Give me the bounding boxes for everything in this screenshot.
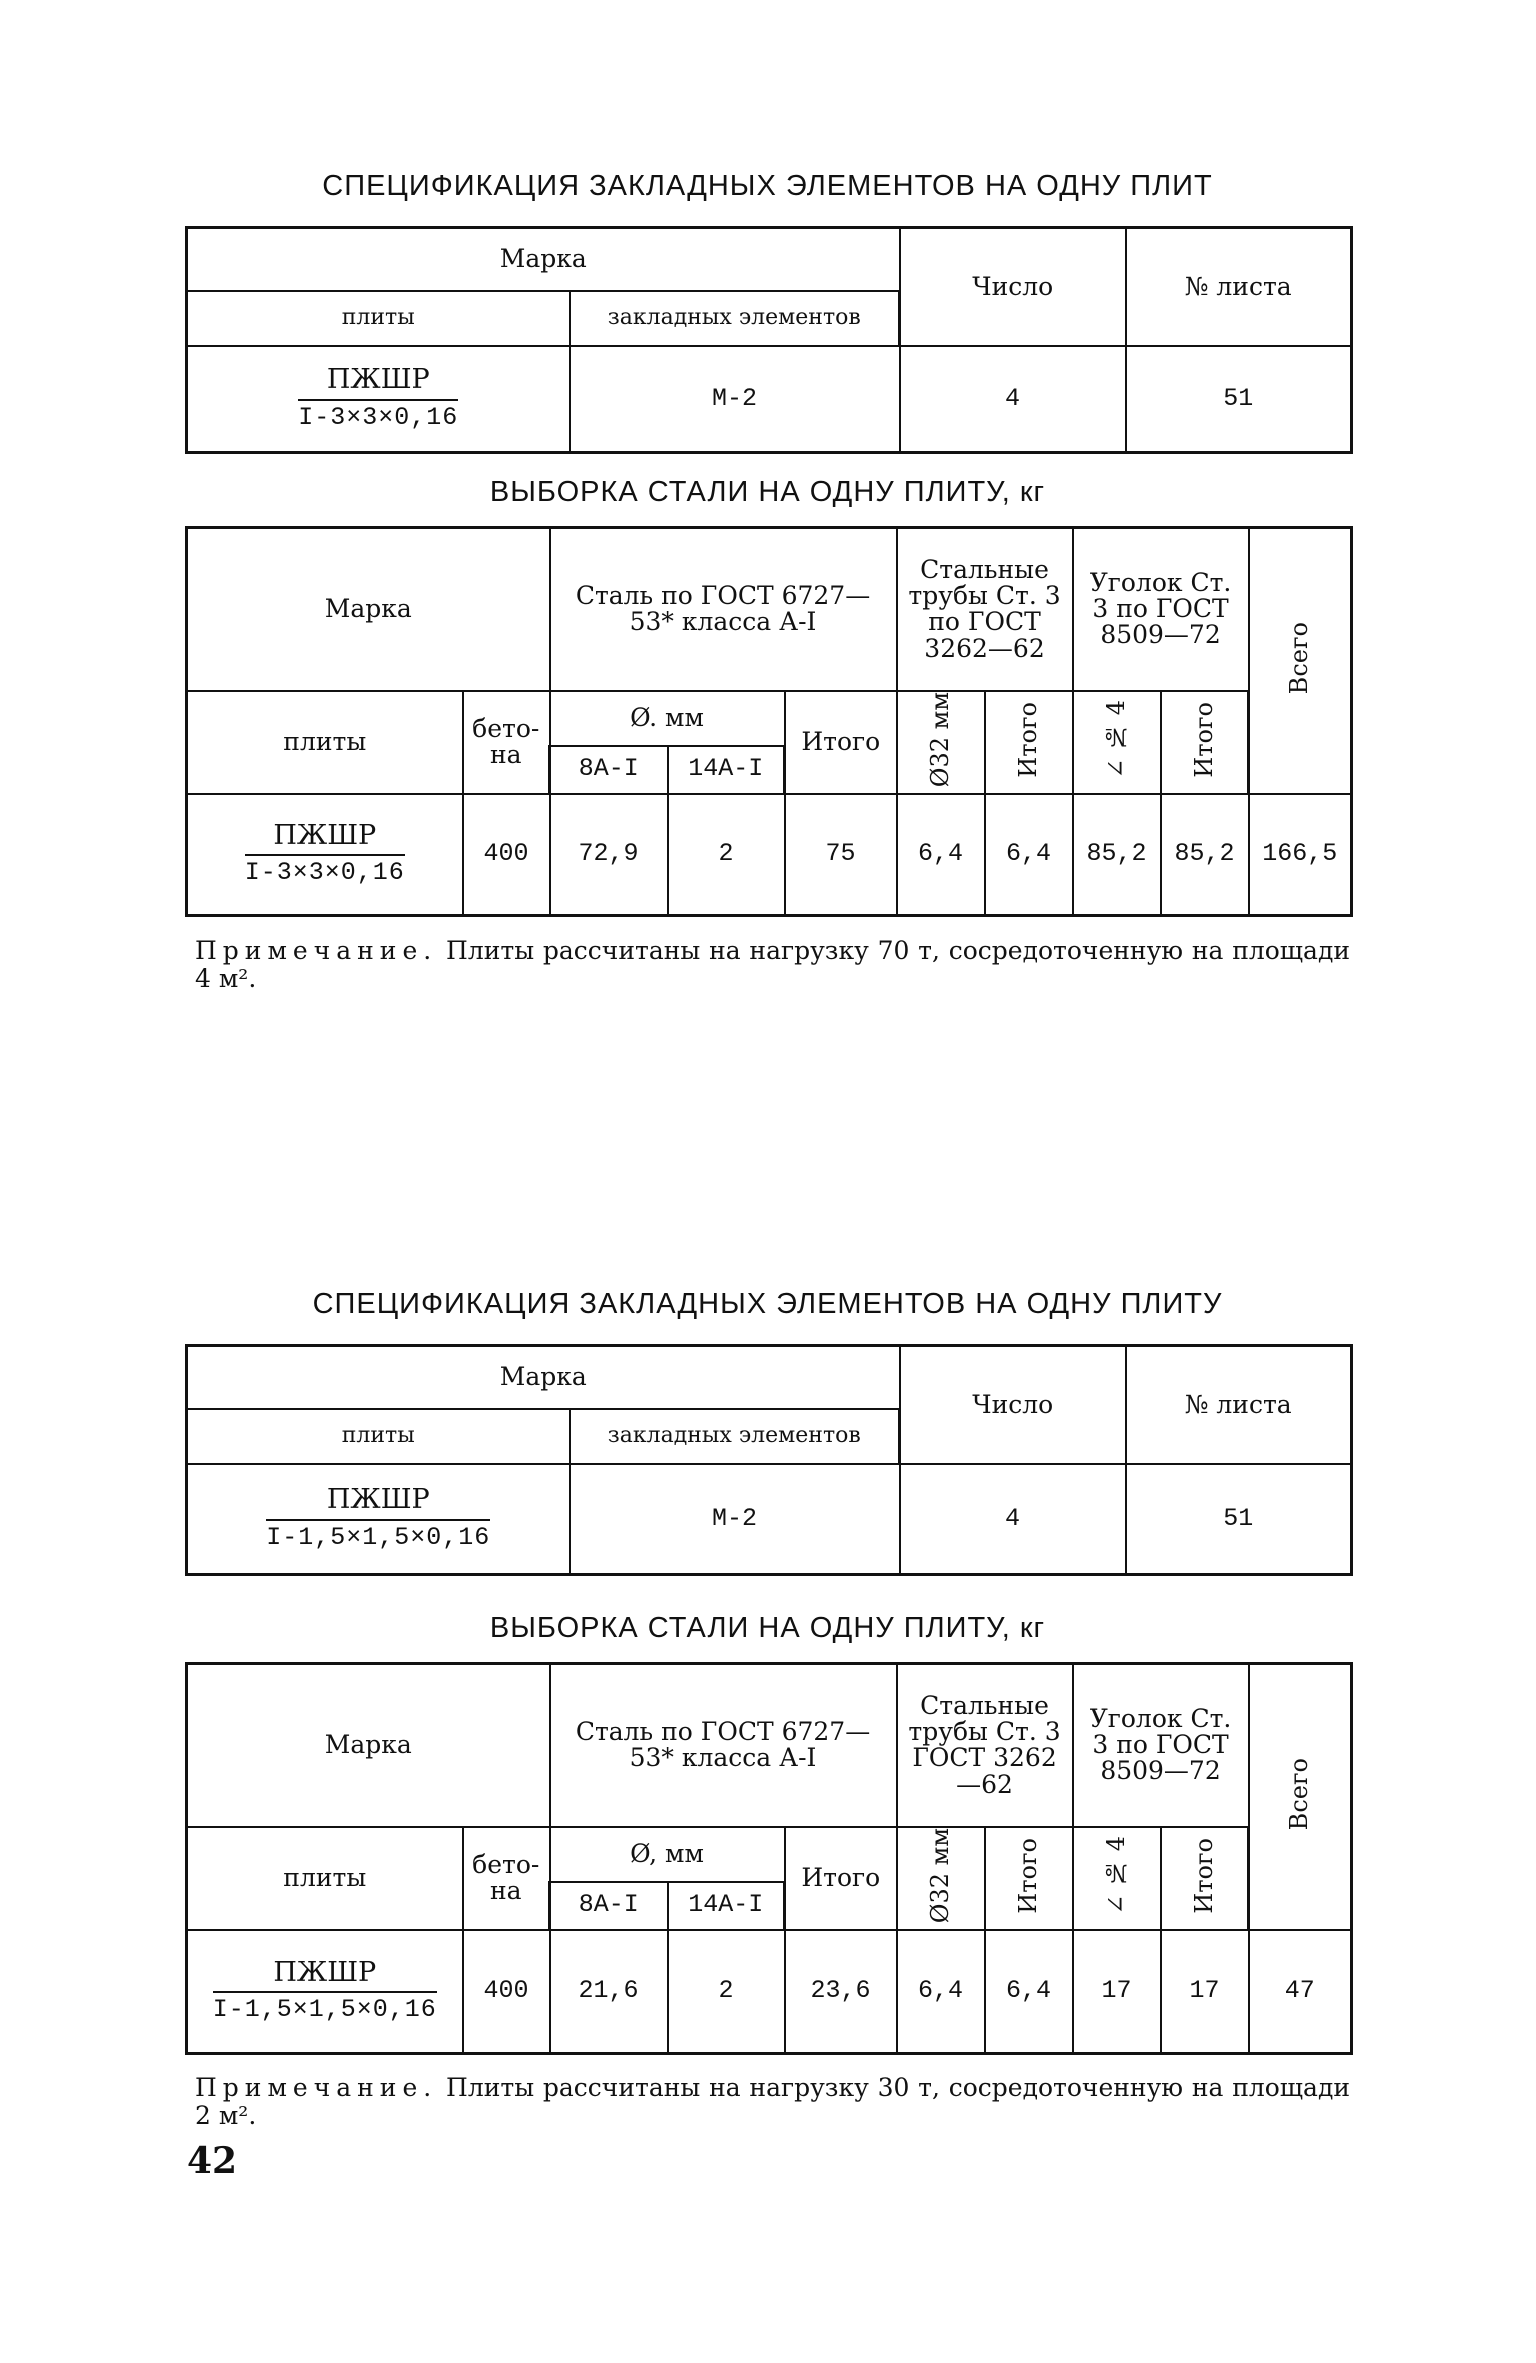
angle-value: 17 [1073, 1930, 1161, 2054]
v14a-value: 2 [668, 1930, 785, 2054]
page-number: 42 [187, 2140, 238, 2182]
v8a-value: 21,6 [550, 1930, 668, 2054]
angle-value: 85,2 [1073, 794, 1161, 916]
angle-itogo-value: 17 [1161, 1930, 1249, 2054]
note-2 [195, 2074, 1350, 2129]
spec-element: М-2 [570, 1464, 900, 1575]
steel-plity-header: плиты [187, 691, 463, 794]
steel-plity-header: плиты [187, 1827, 463, 1930]
vsego-label: Всего [1285, 621, 1314, 695]
note-label: Примечание. [195, 2073, 438, 2102]
spec-marka-header: Марка [187, 1346, 900, 1409]
steel-pipes-header: Стальные трубы Ст. 3 ГОСТ 3262—62 [897, 1664, 1073, 1827]
spec-plate-cell [187, 346, 570, 453]
steel-betona-header: бето-на [463, 1827, 550, 1930]
steel-title-2: ВЫБОРКА СТАЛИ НА ОДНУ ПЛИТУ, кг [489, 1612, 1046, 1644]
plate-size: I-3×3×0,16 [244, 858, 405, 888]
note-text: Плиты рассчитаны на нагрузку 30 т, сосредоточенную на площади 2 м². [195, 2073, 1350, 2130]
v14a-value: 2 [668, 794, 785, 916]
plate-size: I-1,5×1,5×0,16 [266, 1522, 491, 1552]
steel-table-2 [185, 1662, 1350, 2055]
vsego-value: 47 [1249, 1930, 1352, 2054]
spec-chislo: 4 [900, 346, 1126, 453]
plate-size: I-3×3×0,16 [298, 402, 459, 432]
plate-name: ПЖШР [298, 366, 458, 400]
plate-name: ПЖШР [245, 822, 405, 856]
steel-gost-header: Сталь по ГОСТ 6727—53* класса А-I [550, 1664, 897, 1827]
angle-itogo-header [1161, 691, 1249, 794]
pipe-itogo-header [985, 691, 1073, 794]
steel-marka-header: Марка [187, 1664, 550, 1827]
vsego-label: Всего [1285, 1757, 1314, 1831]
spec-chislo: 4 [900, 1464, 1126, 1575]
spec-chislo-header: Число [900, 228, 1126, 346]
pipe-itogo-value: 6,4 [985, 1930, 1073, 2054]
steel-gost-header: Сталь по ГОСТ 6727—53* класса А-I [550, 528, 897, 691]
steel-14a-header: 14А-I [668, 1882, 785, 1930]
pipe-d-label: Ø32 мм [925, 691, 954, 787]
pipe-itogo-label: Итого [1013, 701, 1042, 778]
angle-no-header [1073, 1827, 1161, 1930]
spec-list: 51 [1126, 346, 1352, 453]
angle-itogo-label: Итого [1189, 1837, 1218, 1914]
pipe-value: 6,4 [897, 1930, 985, 2054]
angle-no-label: ∠ № 4 [1101, 700, 1130, 779]
note-text: Плиты рассчитаны на нагрузку 70 т, сосредоточенную на площади 4 м². [195, 936, 1350, 993]
pipe-itogo-header [985, 1827, 1073, 1930]
angle-no-label: ∠ № 4 [1101, 1836, 1130, 1915]
spec-marka-header: Марка [187, 228, 900, 291]
spec-title-2: СПЕЦИФИКАЦИЯ ЗАКЛАДНЫХ ЭЛЕМЕНТОВ НА ОДНУ ПЛИТУ [312, 1288, 1223, 1320]
vsego-value: 166,5 [1249, 794, 1352, 916]
angle-itogo-value: 85,2 [1161, 794, 1249, 916]
beton-value: 400 [463, 794, 550, 916]
plate-name: ПЖШР [266, 1486, 490, 1520]
steel-pipes-header: Стальные трубы Ст. 3 по ГОСТ 3262—62 [897, 528, 1073, 691]
spec-zakl-header: закладных элементов [570, 291, 900, 346]
itogo-value: 75 [785, 794, 897, 916]
steel-8a-header: 8А-I [550, 746, 668, 794]
steel-angle-header: Уголок Ст. 3 по ГОСТ 8509—72 [1073, 528, 1249, 691]
angle-itogo-header [1161, 1827, 1249, 1930]
plate-size: I-1,5×1,5×0,16 [212, 1995, 437, 2025]
plate-name: ПЖШР [213, 1959, 437, 1993]
pipe-d-header [897, 691, 985, 794]
spec-table-2 [185, 1344, 1350, 1576]
spec-list-header: № листа [1126, 1346, 1352, 1464]
beton-value: 400 [463, 1930, 550, 2054]
steel-itogo-header: Итого [785, 691, 897, 794]
pipe-itogo-value: 6,4 [985, 794, 1073, 916]
itogo-value: 23,6 [785, 1930, 897, 2054]
pipe-value: 6,4 [897, 794, 985, 916]
steel-marka-header: Марка [187, 528, 550, 691]
angle-itogo-label: Итого [1189, 701, 1218, 778]
spec-title-1: СПЕЦИФИКАЦИЯ ЗАКЛАДНЫХ ЭЛЕМЕНТОВ НА ОДНУ ПЛИТ [322, 170, 1213, 202]
v8a-value: 72,9 [550, 794, 668, 916]
steel-8a-header: 8А-I [550, 1882, 668, 1930]
note-label: Примечание. [195, 936, 438, 965]
pipe-itogo-label: Итого [1013, 1837, 1042, 1914]
steel-plate-cell [187, 1930, 463, 2054]
steel-plate-cell [187, 794, 463, 916]
steel-angle-header: Уголок Ст. 3 по ГОСТ 8509—72 [1073, 1664, 1249, 1827]
pipe-d-label: Ø32 мм [925, 1827, 954, 1923]
spec-zakl-header: закладных элементов [570, 1409, 900, 1464]
angle-no-header [1073, 691, 1161, 794]
spec-plity-header: плиты [187, 291, 570, 346]
steel-table-1 [185, 526, 1350, 917]
pipe-d-header [897, 1827, 985, 1930]
steel-vsego-header [1249, 528, 1352, 794]
steel-itogo-header: Итого [785, 1827, 897, 1930]
steel-vsego-header [1249, 1664, 1352, 1930]
spec-plity-header: плиты [187, 1409, 570, 1464]
steel-betona-header: бето-на [463, 691, 550, 794]
spec-table-1 [185, 226, 1350, 454]
steel-diam-header: Ø. мм [550, 691, 785, 746]
steel-14a-header: 14А-I [668, 746, 785, 794]
spec-element: М-2 [570, 346, 900, 453]
spec-list: 51 [1126, 1464, 1352, 1575]
note-1 [195, 937, 1350, 992]
steel-diam-header: Ø, мм [550, 1827, 785, 1882]
steel-title-1: ВЫБОРКА СТАЛИ НА ОДНУ ПЛИТУ, кг [489, 476, 1046, 508]
spec-chislo-header: Число [900, 1346, 1126, 1464]
spec-plate-cell [187, 1464, 570, 1575]
spec-list-header: № листа [1126, 228, 1352, 346]
